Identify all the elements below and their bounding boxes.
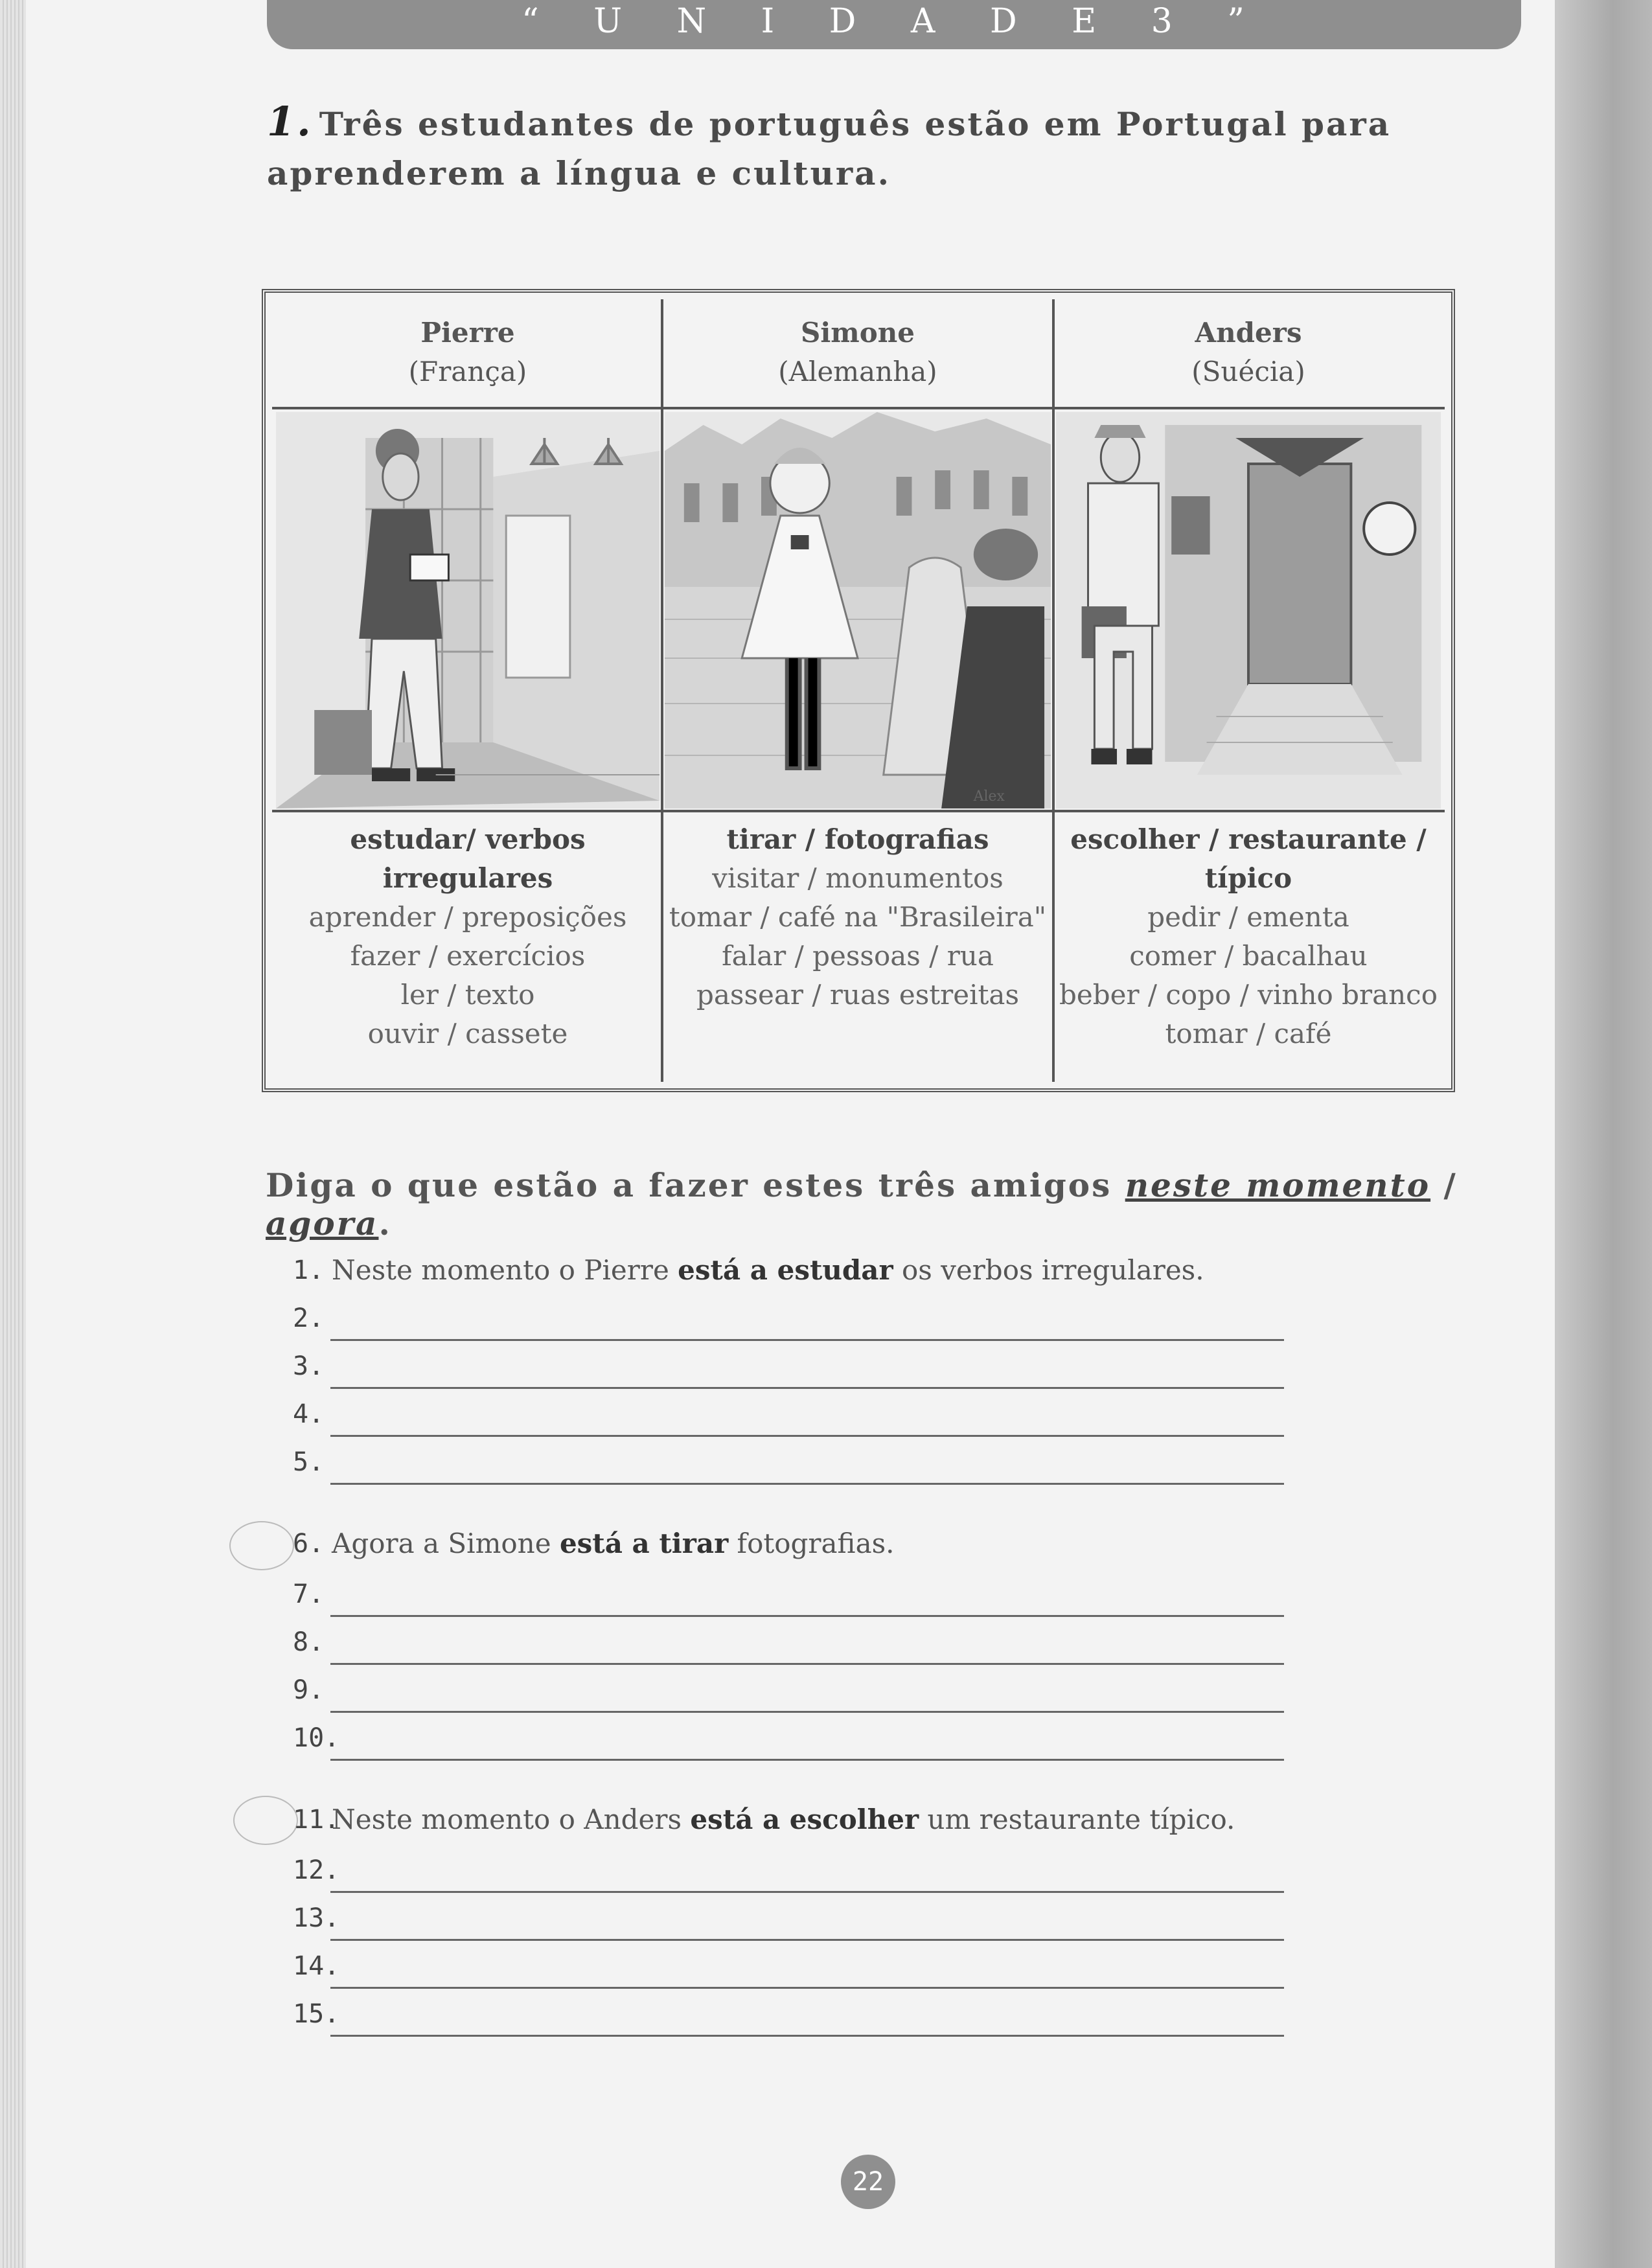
verb-phrase: fazer / exercícios — [350, 940, 586, 972]
pencil-circle-mark — [233, 1796, 298, 1845]
verb-phrase: aprender / preposições — [308, 901, 627, 933]
example-text: Neste momento o Pierre está a estudar os verbos irregulares. — [332, 1254, 1204, 1286]
blank-line[interactable] — [330, 1387, 1284, 1389]
student-header — [662, 301, 1053, 406]
unit-banner: “ U N I D A D E 3 ” — [267, 0, 1521, 49]
student-column-anders — [1053, 301, 1443, 1081]
example-sentence — [293, 1800, 1284, 1842]
students-table — [262, 289, 1455, 1092]
workbook-page — [26, 0, 1555, 2268]
student-name: Anders — [1195, 317, 1302, 349]
instruction — [266, 1166, 1497, 1243]
example-sentence — [293, 1524, 1284, 1566]
verb-phrase: tomar / café na "Brasileira" — [669, 901, 1047, 933]
answer-line[interactable] — [293, 1670, 1284, 1713]
item-number: 6. — [293, 1529, 325, 1559]
answer-line[interactable] — [293, 1946, 1284, 1989]
item-number: 12. — [293, 1855, 340, 1885]
blank-line[interactable] — [330, 1987, 1284, 1989]
instruction-underline: agora — [266, 1204, 379, 1243]
item-number: 13. — [293, 1903, 340, 1933]
student-header — [273, 301, 662, 406]
item-number: 3. — [293, 1351, 325, 1381]
blank-line[interactable] — [330, 1483, 1284, 1485]
verb-phrase: ler / texto — [400, 979, 535, 1011]
item-number: 14. — [293, 1951, 340, 1981]
item-number: 4. — [293, 1399, 325, 1429]
student-header — [1053, 301, 1443, 406]
verb-phrase: típico — [1204, 862, 1292, 894]
item-number: 7. — [293, 1579, 325, 1609]
student-with-book-icon — [276, 412, 660, 808]
blank-line[interactable] — [330, 2035, 1284, 2037]
blank-line[interactable] — [330, 1711, 1284, 1713]
photographer-monument-icon — [665, 412, 1051, 808]
answer-line[interactable] — [293, 1622, 1284, 1665]
answer-line[interactable] — [293, 1718, 1284, 1761]
item-number: 1. — [293, 1255, 325, 1285]
answer-line[interactable] — [293, 1850, 1284, 1893]
verb-list — [273, 820, 662, 1053]
student-name: Pierre — [420, 317, 515, 349]
verb-list — [662, 820, 1053, 1014]
item-number: 11. — [293, 1805, 340, 1835]
example-text: Neste momento o Anders está a escolher um restaurante típico. — [332, 1804, 1235, 1835]
instruction-separator: / — [1430, 1166, 1458, 1204]
blank-line[interactable] — [330, 1663, 1284, 1665]
student-country: (Alemanha) — [778, 356, 937, 387]
blank-line[interactable] — [330, 1339, 1284, 1341]
instruction-underline: neste momento — [1125, 1166, 1431, 1204]
verb-list — [1053, 820, 1443, 1053]
exercise-number: 1. — [267, 98, 313, 145]
item-number: 10. — [293, 1723, 340, 1753]
student-column-pierre — [273, 301, 662, 1081]
student-country: (França) — [408, 356, 527, 387]
item-number: 9. — [293, 1675, 325, 1705]
answer-line[interactable] — [293, 1346, 1284, 1389]
exercise-title-text: Três estudantes de português estão em Portugal para aprenderem a língua e cultura. — [267, 105, 1392, 192]
tourist-restaurant-icon — [1056, 412, 1441, 808]
item-number: 15. — [293, 1999, 340, 2029]
example-text: Agora a Simone está a tirar fotografias. — [332, 1528, 895, 1559]
blank-line[interactable] — [330, 1759, 1284, 1761]
verb-phrase: visitar / monumentos — [712, 862, 1004, 894]
verb-phrase: estudar/ verbos irregulares — [350, 823, 586, 894]
page-edges-left — [0, 0, 26, 2268]
item-number: 8. — [293, 1627, 325, 1657]
answer-line[interactable] — [293, 1994, 1284, 2037]
page-number: 22 — [841, 2155, 895, 2209]
answer-line[interactable] — [293, 1898, 1284, 1941]
pencil-circle-mark — [229, 1521, 294, 1570]
illustration-signature: Alex — [973, 788, 1005, 805]
verb-phrase: falar / pessoas / rua — [722, 940, 994, 972]
verb-phrase: passear / ruas estreitas — [696, 979, 1020, 1011]
verb-phrase: comer / bacalhau — [1129, 940, 1368, 972]
blank-line[interactable] — [330, 1615, 1284, 1617]
blank-line[interactable] — [330, 1435, 1284, 1437]
student-name: Simone — [801, 317, 915, 349]
answer-line[interactable] — [293, 1442, 1284, 1485]
verb-phrase: tirar / fotografias — [726, 823, 989, 855]
exercise-title — [267, 97, 1433, 198]
book-spine-edge — [1555, 0, 1652, 2268]
verb-phrase: pedir / ementa — [1147, 901, 1349, 933]
verb-phrase: ouvir / cassete — [367, 1018, 568, 1049]
example-sentence — [293, 1250, 1284, 1293]
student-country: (Suécia) — [1191, 356, 1305, 387]
item-number: 5. — [293, 1447, 325, 1477]
student-column-simone — [662, 301, 1053, 1081]
answer-line[interactable] — [293, 1574, 1284, 1617]
item-number: 2. — [293, 1303, 325, 1333]
answer-line[interactable] — [293, 1394, 1284, 1437]
instruction-text: Diga o que estão a fazer estes três amigos — [266, 1166, 1125, 1204]
blank-line[interactable] — [330, 1939, 1284, 1941]
instruction-text: . — [378, 1204, 392, 1243]
verb-phrase: beber / copo / vinho branco — [1059, 979, 1438, 1011]
verb-phrase: tomar / café — [1165, 1018, 1332, 1049]
blank-line[interactable] — [330, 1891, 1284, 1893]
verb-phrase: escolher / restaurante / — [1070, 823, 1427, 855]
answer-line[interactable] — [293, 1298, 1284, 1341]
